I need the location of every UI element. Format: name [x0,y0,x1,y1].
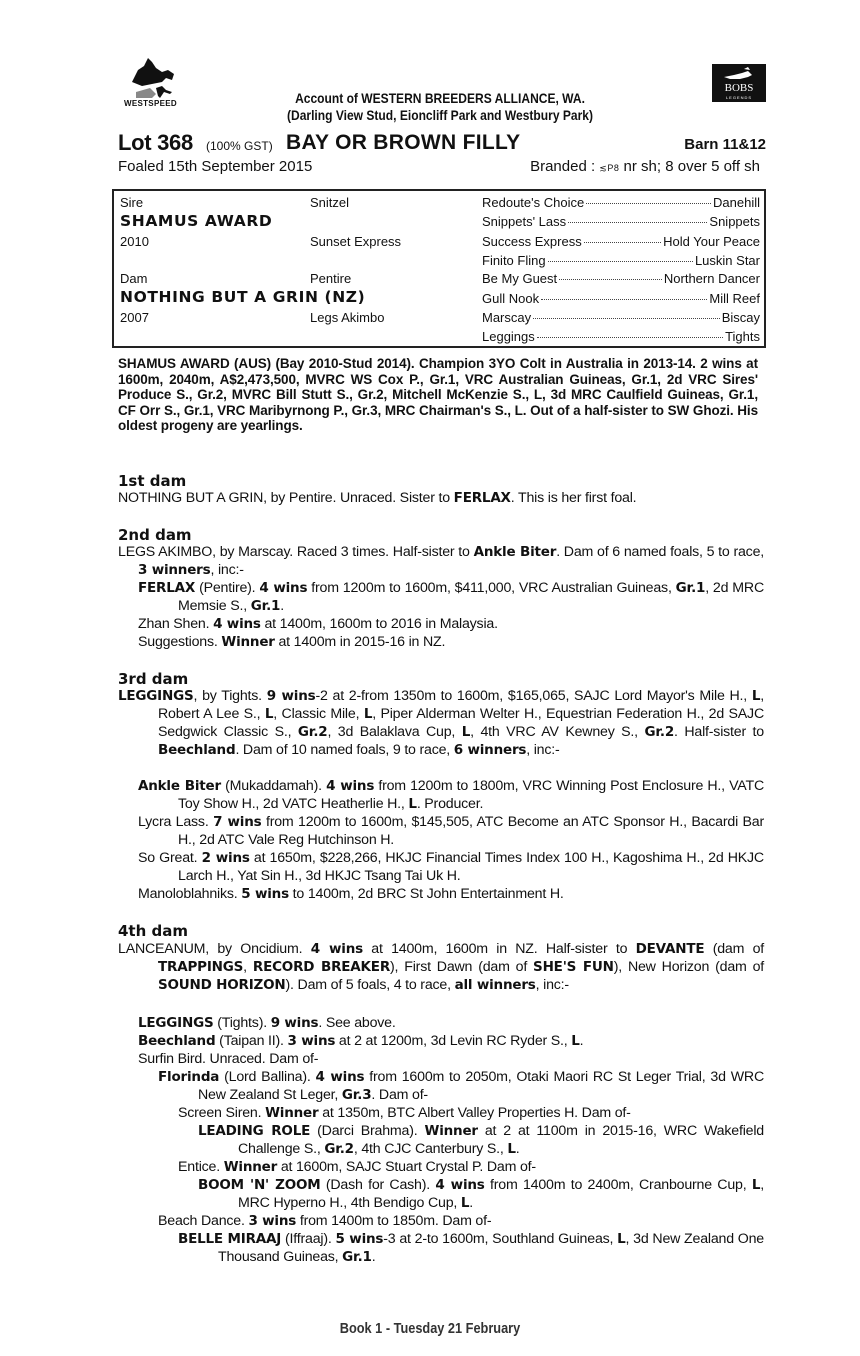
grandparent-left: Be My Guest [482,271,558,286]
dam-label: Dam [120,271,148,286]
westspeed-logo [122,52,186,108]
dam2-intro-text: LEGS AKIMBO, by Marscay. Raced 3 times. Half-sister to Ankle Biter. Dam of 6 named foals, 5 to race, 3 winners, inc:- [118,544,764,578]
grandparent-right: Tights [725,329,760,344]
progeny-entry: Entice. Winner at 1600m, SAJC Stuart Crystal P. Dam of- [178,1159,536,1175]
progeny-entry: LEGGINGS (Tights). 9 wins. See above. [138,1015,396,1031]
progeny-entry: So Great. 2 wins at 1650m, $228,266, HKJC Financial Times Index 100 H., Kagoshima H., 2d HKJC Larch H., Yat Sin H., 3d HKJC Tsang Tai Uk H. [138,850,764,884]
grandparent-row [482,310,760,325]
grandparent-row [482,329,760,344]
grandparent-left: Marscay [482,310,532,325]
sire-label: Sire [120,195,144,210]
section-heading-3rd-dam: 3rd dam [118,670,189,688]
dam2-intro [98,543,764,579]
dam2-progeny [118,579,764,651]
grandparent-row [482,253,760,268]
sire-year: 2010 [120,234,149,249]
dam4-progeny [118,1014,764,1266]
progeny-entry: Surfin Bird. Unraced. Dam of- [138,1051,319,1067]
dot-leader [559,279,662,280]
grandparent-right: Hold Your Peace [663,234,760,249]
grandparent-row [482,214,760,229]
dam-year: 2007 [120,310,149,325]
progeny-entry: Manoloblahniks. 5 wins to 1400m, 2d BRC St John Entertainment H. [138,886,564,902]
grandparent-row [482,234,760,249]
horse-jockey-icon [712,67,766,83]
progeny-entry: BOOM 'N' ZOOM (Dash for Cash). 4 wins from 1400m to 2400m, Cranbourne Cup, L, MRC Hyperno H., 4th Bendigo Cup, L. [198,1177,765,1211]
branded-label: Branded : [530,158,596,175]
bobs-logo-name: BOBS [724,82,754,94]
progeny-entry: Zhan Shen. 4 wins at 1400m, 1600m to 2016 in Malaysia. [138,616,498,632]
grandparent-right: Mill Reef [709,291,760,306]
bobs-logo [712,64,766,102]
grandparent-right: Luskin Star [694,253,760,268]
dot-leader [568,222,707,223]
grandparent-row [482,195,760,210]
progeny-entry: Florinda (Lord Ballina). 4 wins from 1600m to 2050m, Otaki Maori RC St Leger Trial, 3d WRC New Zealand St Leger, Gr.3. Dam of- [158,1069,764,1103]
grandparent-row [482,291,760,306]
grandparent-left: Finito Fling [482,253,546,268]
barn-location: Barn 11&12 [684,136,766,153]
dam1-text: NOTHING BUT A GRIN, by Pentire. Unraced. Sister to FERLAX. This is her first foal. [118,490,637,506]
dot-leader [533,318,720,319]
sire-biography: SHAMUS AWARD (AUS) (Bay 2010-Stud 2014). Champion 3YO Colt in Australia in 2013-14. 2 wins at 1600m, 2040m, A$2,473,500, MVRC WS Cox P., Gr.1, VRC Australian Guineas, Gr.1, 2d VRC Sires' Produce S., Gr.2, MVRC Bill Stutt S., Gr.2, Mitchell McKenzie S., L, 3d MRC Caulfield Guineas, Gr.1, CF Orr S., Gr.1, VRC Maribyrnong P., Gr.3, MRC Chairman's S., L. Out of a half-sister to SW Ghozi. His oldest progeny are yearlings. [118,356,758,433]
sire-name: SHAMUS AWARD [120,212,273,230]
pedigree-table [112,189,766,348]
progeny-entry: BELLE MIRAAJ (Iffraaj). 5 wins-3 at 2-to 1600m, Southland Guineas, L, 3d New Zealand One Thousand Guineas, Gr.1. [178,1231,764,1265]
grandparent-right: Northern Dancer [663,271,760,286]
brand-symbol: ≲P8 [599,163,620,173]
dot-leader [584,242,661,243]
dot-leader [586,203,711,204]
grandparent-right: Snippets [709,214,760,229]
section-heading-2nd-dam: 2nd dam [118,526,192,544]
grandparent-right: Biscay [721,310,760,325]
gst-note: (100% GST) [206,139,273,153]
dam4-intro-text: LANCEANUM, by Oncidium. 4 wins at 1400m, 1600m in NZ. Half-sister to DEVANTE (dam of TRAPPINGS, RECORD BREAKER), First Dawn (dam of SHE'S FUN), New Horizon (dam of SOUND HORIZON). Dam of 5 foals, 4 to race, all winners, inc:- [118,941,765,993]
vendor-account-line: Account of WESTERN BREEDERS ALLIANCE, WA. [295,90,585,106]
dot-leader [541,299,707,300]
grandparent-left: Redoute's Choice [482,195,585,210]
progeny-entry: FERLAX (Pentire). 4 wins from 1200m to 1600m, $411,000, VRC Australian Guineas, Gr.1, 2d MRC Memsie S., Gr.1. [138,580,764,614]
grandparent-left: Gull Nook [482,291,540,306]
brand-marks [530,158,760,175]
progeny-entry: Lycra Lass. 7 wins from 1200m to 1600m, $145,505, ATC Become an ATC Sponsor H., Bacardi Bar H., 2d ATC Vale Reg Hutchinson H. [138,814,765,848]
lot-number: Lot 368 [118,130,193,155]
dot-leader [548,261,693,262]
branded-text: nr sh; 8 over 5 off sh [623,158,760,175]
progeny-entry: Screen Siren. Winner at 1350m, BTC Albert Valley Properties H. Dam of- [178,1105,631,1121]
dam3-intro-text: LEGGINGS, by Tights. 9 wins-2 at 2-from 1350m to 1600m, $165,065, SAJC Lord Mayor's Mile H., L, Robert A Lee S., L, Classic Mile, L, Piper Alderman Welter H., Equestrian Federation H., 2d SAJC Sedgwick Classic S., Gr.2, 3d Balaklava Cup, L, 4th VRC AV Kewney S., Gr.2. Half-sister to Beechland. Dam of 10 named foals, 9 to race, 6 winners, inc:- [118,688,764,758]
bobs-logo-sub: LEGENDS [725,95,753,100]
dam-sire: Pentire [310,271,352,286]
dam3-intro [118,687,764,759]
page-footer: Book 1 - Tuesday 21 February [339,1320,521,1337]
sire-dam: Sunset Express [310,234,402,249]
section-heading-1st-dam: 1st dam [118,472,187,490]
progeny-entry: Ankle Biter (Mukaddamah). 4 wins from 1200m to 1800m, VRC Winning Post Enclosure H., VATC Toy Show H., 2d VATC Heatherlie H., L. Producer. [138,778,764,812]
lot-description: BAY OR BROWN FILLY [286,131,521,154]
grandparent-row [482,271,760,286]
progeny-entry: Beach Dance. 3 wins from 1400m to 1850m. Dam of- [158,1213,492,1229]
dam3-progeny [118,777,764,903]
grandparent-left: Success Express [482,234,582,249]
vendor-studs-line: (Darling View Stud, Eioncliff Park and Westbury Park) [287,107,593,123]
grandparent-left: Snippets' Lass [482,214,567,229]
sire-sire: Snitzel [310,195,350,210]
westspeed-logo-text: WESTSPEED [124,99,177,108]
grandparent-left: Leggings [482,329,535,344]
dot-leader [537,337,723,338]
dam-name: NOTHING BUT A GRIN (NZ) [120,288,366,306]
progeny-entry: LEADING ROLE (Darci Brahma). Winner at 2 at 1100m in 2015-16, WRC Wakefield Challenge S., Gr.2, 4th CJC Canterbury S., L. [198,1123,764,1157]
grandparent-right: Danehill [713,195,760,210]
dam-dam: Legs Akimbo [310,310,385,325]
progeny-entry: Beechland (Taipan II). 3 wins at 2 at 1200m, 3d Levin RC Ryder S., L. [138,1033,584,1049]
progeny-entry: Suggestions. Winner at 1400m in 2015-16 in NZ. [138,634,446,650]
section-heading-4th-dam: 4th dam [118,922,188,940]
lot-header [118,130,768,154]
dam4-intro [118,940,764,994]
foaled-date: Foaled 15th September 2015 [118,158,313,175]
